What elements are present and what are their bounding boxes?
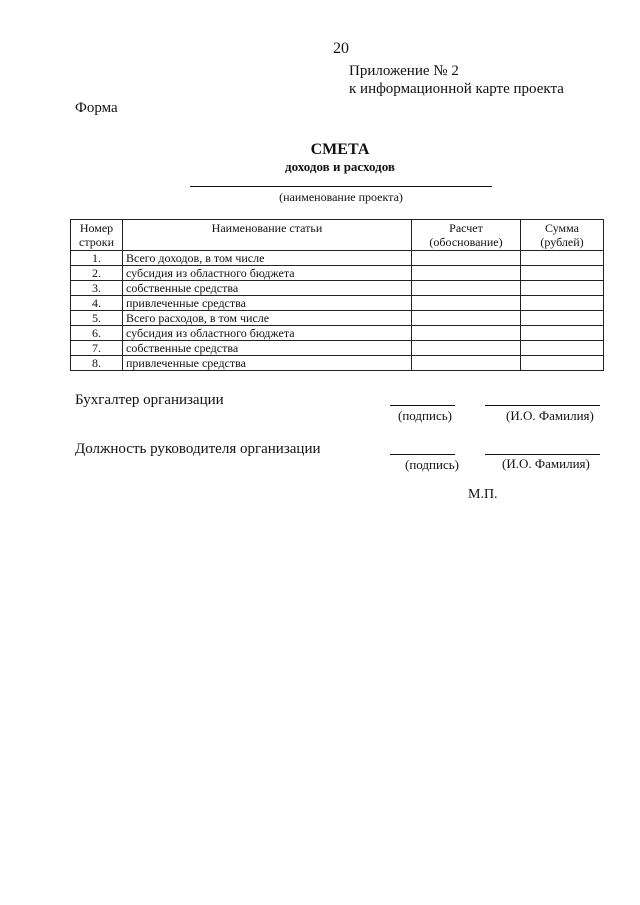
table-row (71, 281, 604, 296)
column-header-calculation: Расчет (обоснование) (412, 220, 521, 251)
head-signature-line (390, 454, 455, 455)
row-calculation-cell (412, 356, 521, 371)
table-row (71, 266, 604, 281)
table-row (71, 356, 604, 371)
row-calculation-cell (412, 281, 521, 296)
row-calculation-cell (412, 251, 521, 266)
table-row (71, 251, 604, 266)
row-item-cell: привлеченные средства (123, 356, 412, 371)
head-name-caption: (И.О. Фамилия) (502, 456, 590, 471)
row-sum-cell (521, 251, 604, 266)
row-number-cell: 3. (71, 281, 123, 296)
row-item-cell: субсидия из областного бюджета (123, 326, 412, 341)
row-number-cell: 1. (71, 251, 123, 266)
row-item-cell: Всего расходов, в том числе (123, 311, 412, 326)
table-row (71, 341, 604, 356)
row-item-cell: субсидия из областного бюджета (123, 266, 412, 281)
form-label: Форма (75, 100, 118, 116)
row-calculation-cell (412, 266, 521, 281)
row-number-cell: 5. (71, 311, 123, 326)
stamp-place: М.П. (468, 487, 498, 502)
estimate-table (70, 219, 604, 371)
head-name-line (485, 454, 600, 455)
row-sum-cell (521, 341, 604, 356)
row-number-cell: 2. (71, 266, 123, 281)
document-title: СМЕТА (310, 141, 370, 158)
row-calculation-cell (412, 326, 521, 341)
project-name-hint: (наименование проекта) (279, 190, 403, 204)
head-signature-caption: (подпись) (405, 457, 459, 472)
column-header-sum: Сумма (рублей) (521, 220, 604, 251)
appendix-label: Приложение № 2 (349, 63, 459, 79)
row-number-cell: 4. (71, 296, 123, 311)
row-sum-cell (521, 296, 604, 311)
row-item-cell: привлеченные средства (123, 296, 412, 311)
table-row (71, 296, 604, 311)
row-calculation-cell (412, 341, 521, 356)
appendix-reference: к информационной карте проекта (349, 81, 564, 97)
project-name-line (190, 186, 492, 187)
row-sum-cell (521, 311, 604, 326)
row-number-cell: 6. (71, 326, 123, 341)
row-calculation-cell (412, 311, 521, 326)
row-number-cell: 8. (71, 356, 123, 371)
table-row (71, 311, 604, 326)
row-sum-cell (521, 281, 604, 296)
row-item-cell: Всего доходов, в том числе (123, 251, 412, 266)
accountant-signature-caption: (подпись) (398, 408, 452, 423)
head-position-title: Должность руководителя организации (75, 441, 321, 457)
table-row (71, 326, 604, 341)
page-number: 20 (333, 40, 349, 57)
accountant-signature-line (390, 405, 455, 406)
accountant-name-line (485, 405, 600, 406)
row-sum-cell (521, 356, 604, 371)
accountant-title: Бухгалтер организации (75, 392, 224, 408)
column-header-number: Номер строки (71, 220, 123, 251)
row-item-cell: собственные средства (123, 341, 412, 356)
row-sum-cell (521, 266, 604, 281)
row-item-cell: собственные средства (123, 281, 412, 296)
accountant-name-caption: (И.О. Фамилия) (506, 408, 594, 423)
row-calculation-cell (412, 296, 521, 311)
table-body (71, 251, 604, 371)
row-sum-cell (521, 326, 604, 341)
column-header-item: Наименование статьи (123, 220, 412, 251)
row-number-cell: 7. (71, 341, 123, 356)
table-header-row (71, 220, 604, 251)
document-subtitle: доходов и расходов (285, 159, 395, 174)
